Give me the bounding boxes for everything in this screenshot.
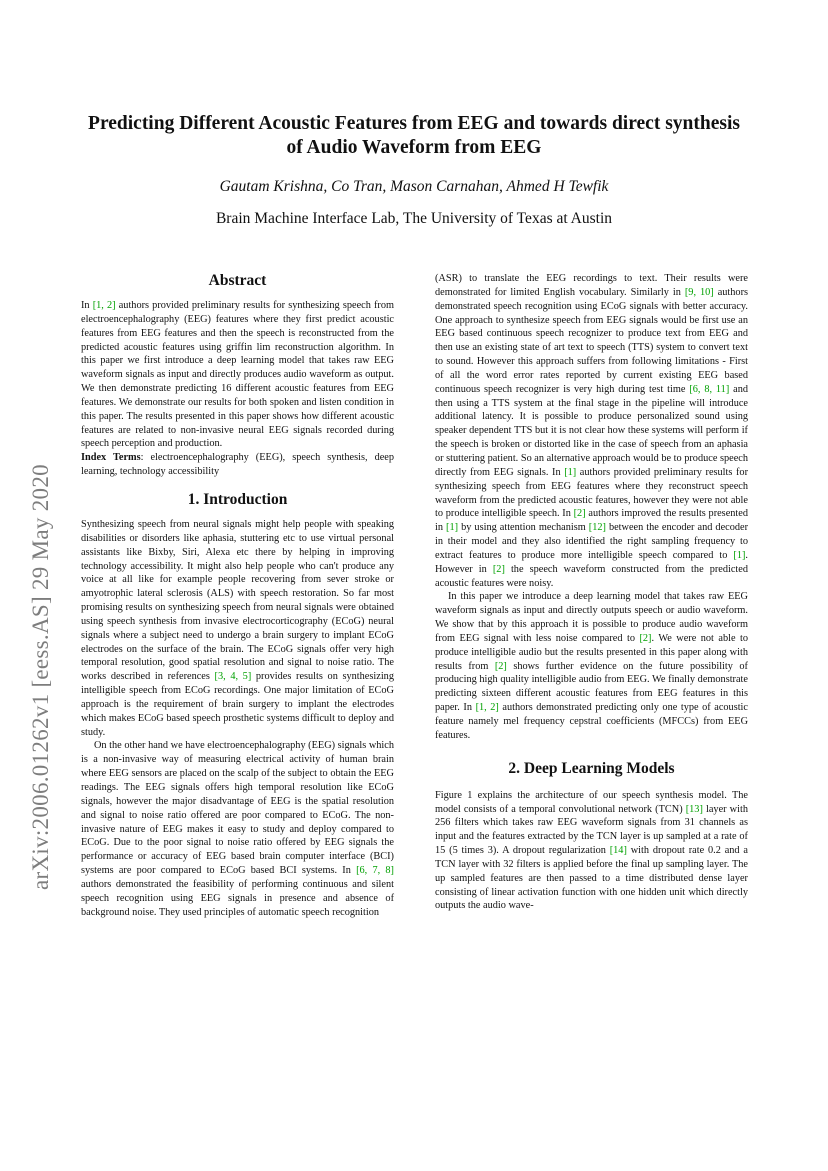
text: Figure 1 explains the architecture of our speech synthesis model. The model consists of a temporal convolutional network (TCN): [435, 789, 748, 815]
text: the speech waveform constructed from the predicted acoustic features were noisy.: [435, 563, 748, 589]
citation-link[interactable]: [1]: [564, 466, 577, 478]
author-list: Gautam Krishna, Co Tran, Mason Carnahan, Ahmed H Tewfik: [219, 178, 609, 195]
citation-link[interactable]: [6, 7, 8]: [356, 865, 394, 877]
abstract-heading: Abstract: [208, 272, 267, 289]
intro-paragraph-2: [81, 739, 394, 919]
text: authors improved the results presented in: [435, 508, 748, 534]
text: Synthesizing speech from neural signals might help people with speaking disabilities or disorders like aphasia, stuttering etc to use virtual personal assistants like Bixby, Siri, Alexa etc there by helping in improving technology accessibility. It might also help people who can't produce any voice at all like for example people recovering from sever stroke or amyotrophic lateral sclerosis (ALS) with speech restoration. So far most promising results on synthesizing speech from neural signals were obtained using speech synthesis from invasive electrocorticography (ECoG) neural signals where a subject need to undergo a brain surgery to implant ECoG electrodes on the surface of the brain. The ECoG signals offer very high temporal resolution, good spatial resolution and signal to noise ratio. The works described in references: [81, 518, 394, 683]
arxiv-stamp: arXiv:2006.01262v1 [eess.AS] 29 May 2020: [28, 464, 53, 890]
index-terms-label: Index Terms: [81, 452, 141, 464]
citation-link[interactable]: [13]: [685, 803, 703, 815]
text: authors demonstrated predicting only one type of acoustic feature namely mel frequency cepstral coefficients (MFCCs) from EEG features.: [435, 702, 748, 741]
title-line-2: of Audio Waveform from EEG: [286, 137, 542, 158]
text: with dropout rate 0.2 and a TCN layer with 32 filters is applied before the final up sampling layer. The up sampled features are then passed to a time distributed dense layer consisting of linear activation function with one hidden unit which directly outputs the audio wave-: [435, 845, 748, 912]
text: provides results on synthesizing intelligible speech from ECoG recordings. One major limitation of ECoG approach is the requirement of brain surgery to implant the electrodes which makes ECoG based speech prosthetic systems difficult to deploy and study.: [81, 671, 394, 738]
text: . We were not able to produce intelligible audio but the results presented in this paper along with results from: [435, 632, 749, 672]
text: layer with 256 filters which takes raw EEG waveform signals from 31 channels as input and the features extracted by the TCN layer is up sampled at a rate of 15 (5 times 3). A dropout regularization: [435, 803, 748, 857]
citation-link[interactable]: [12]: [588, 522, 606, 534]
intro-paragraph-1: [81, 518, 394, 740]
citation-link[interactable]: [2]: [573, 508, 586, 520]
text: between the encoder and decoder in their model and they also identified the right sampling frequency to extract features to produce more intelligible speech compared to: [435, 522, 749, 561]
right-column: [435, 272, 748, 913]
text: On the other hand we have electroencephalography (EEG) signals which is a non-invasive way of measuring electrical activity of human brain where EEG sensors are placed on the scalp of the subject to obtain the EEG readings. The EEG signals offers high temporal resolution like ECoG signals, however the major disadvantage of EEG is the spatial resolution and signal to noise ratio offered are poor compared to ECoG. The non-invasive nature of EEG makes it easy to study and deploy compared to ECoG. Due to the poor signal to noise ratio offered by EEG signals the performance or accuracy of EEG based brain computer interface (BCI) systems are poor compared to ECoG based BCI systems. In: [81, 740, 394, 877]
affiliation: Brain Machine Interface Lab, The University of Texas at Austin: [215, 210, 613, 227]
citation-link[interactable]: [9, 10]: [684, 286, 714, 298]
text: by using attention mechanism: [458, 522, 589, 534]
deep-learning-paragraph: [435, 789, 748, 914]
text: In this paper we introduce a deep learning model that takes raw EEG waveform signals as input and directly outputs speech or audio waveform. We show that by this approach it is possible to produce audio waveform from EEG signal with less noise compared to: [435, 591, 748, 644]
citation-link[interactable]: [3, 4, 5]: [214, 671, 252, 683]
citation-link[interactable]: [2]: [492, 563, 505, 575]
citation-link[interactable]: [14]: [609, 845, 627, 857]
text: authors provided preliminary results for synthesizing speech from EEG features where they reconstruct speech waveform from the predicted acoustic features, however they were not able to produce intelligible speech. In: [435, 466, 748, 520]
text: authors demonstrated speech recognition using ECoG signals with better accuracy. One approach to synthesize speech from EEG signals would be first use an EEG based continuous speech recognizer to produce text from EEG and then use an existing state of art text to speech (TTS) system to convert text to sound. However this approach suffers from following limitations - First of all the word error rates reported by current existing EEG based continuous speech recognizer is very high during test time: [435, 286, 749, 395]
citation-link[interactable]: [2]: [494, 660, 507, 672]
deep-learning-heading: 2. Deep Learning Models: [508, 759, 675, 777]
index-terms-text: : electroencephalography (EEG), speech synthesis, deep learning, technology accessibility: [81, 452, 395, 478]
citation-link[interactable]: [1, 2]: [92, 300, 116, 311]
citation-link[interactable]: [2]: [639, 632, 652, 644]
title-line-1: Predicting Different Acoustic Features from EEG and towards direct synthesis: [88, 113, 740, 134]
citation-link[interactable]: [1]: [446, 522, 459, 534]
paper-title: [70, 112, 758, 160]
text: . However in: [435, 549, 748, 575]
text: authors demonstrated the feasibility of performing continuous and silent speech recognition using EEG signals in presence and absence of background noise. They used principles of automatic speech recognition: [81, 878, 394, 918]
index-terms: [81, 451, 394, 479]
text: and then using a TTS system at the final stage in the pipeline will introduce additional latency. It is possible to produce personalized sound using speaker dependent TTS but it is not clear how these systems will perform if the speech is broken or distorted like in the case of speech from an aphasia or stuttering patient. So an alternative approach would be to produce speech directly from EEG signals. In: [435, 383, 748, 478]
abstract-paragraph: [81, 299, 394, 451]
text: authors provided preliminary results for synthesizing speech from electroencephalography (EEG) features where they first predict acoustic features from EEG features and then the speech is reconstructed from the predicted acoustic features using griffin lim reconstruction algorithm. In this paper we first introduce a deep learning model that takes raw EEG waveform signals as input and directly produces audio waveform as output. We then demonstrate predicting 16 different acoustic features from EEG features. We demonstrate our results for both spoken and listen condition in this paper. The results presented in this paper shows how different acoustic features are related to non-invasive neural EEG signals recorded during speech perception and production.: [81, 300, 394, 450]
citation-link[interactable]: [1]: [733, 549, 746, 561]
text: In: [81, 300, 93, 311]
intro-paragraph-3: [435, 272, 748, 590]
citation-link[interactable]: [6, 8, 11]: [689, 383, 730, 395]
intro-heading: 1. Introduction: [187, 490, 288, 508]
text: (ASR) to translate the EEG recordings to text. Their results were demonstrated for limited English vocabulary. Similarly in: [435, 273, 748, 298]
intro-paragraph-4: [435, 590, 748, 742]
citation-link[interactable]: [1, 2]: [475, 702, 499, 714]
left-column: [81, 272, 394, 919]
text: shows further evidence on the future possibility of producing high quality intelligible audio from EEG. We finally demonstrate predicting sixteen different acoustic features from EEG features in this paper. In: [435, 660, 748, 714]
